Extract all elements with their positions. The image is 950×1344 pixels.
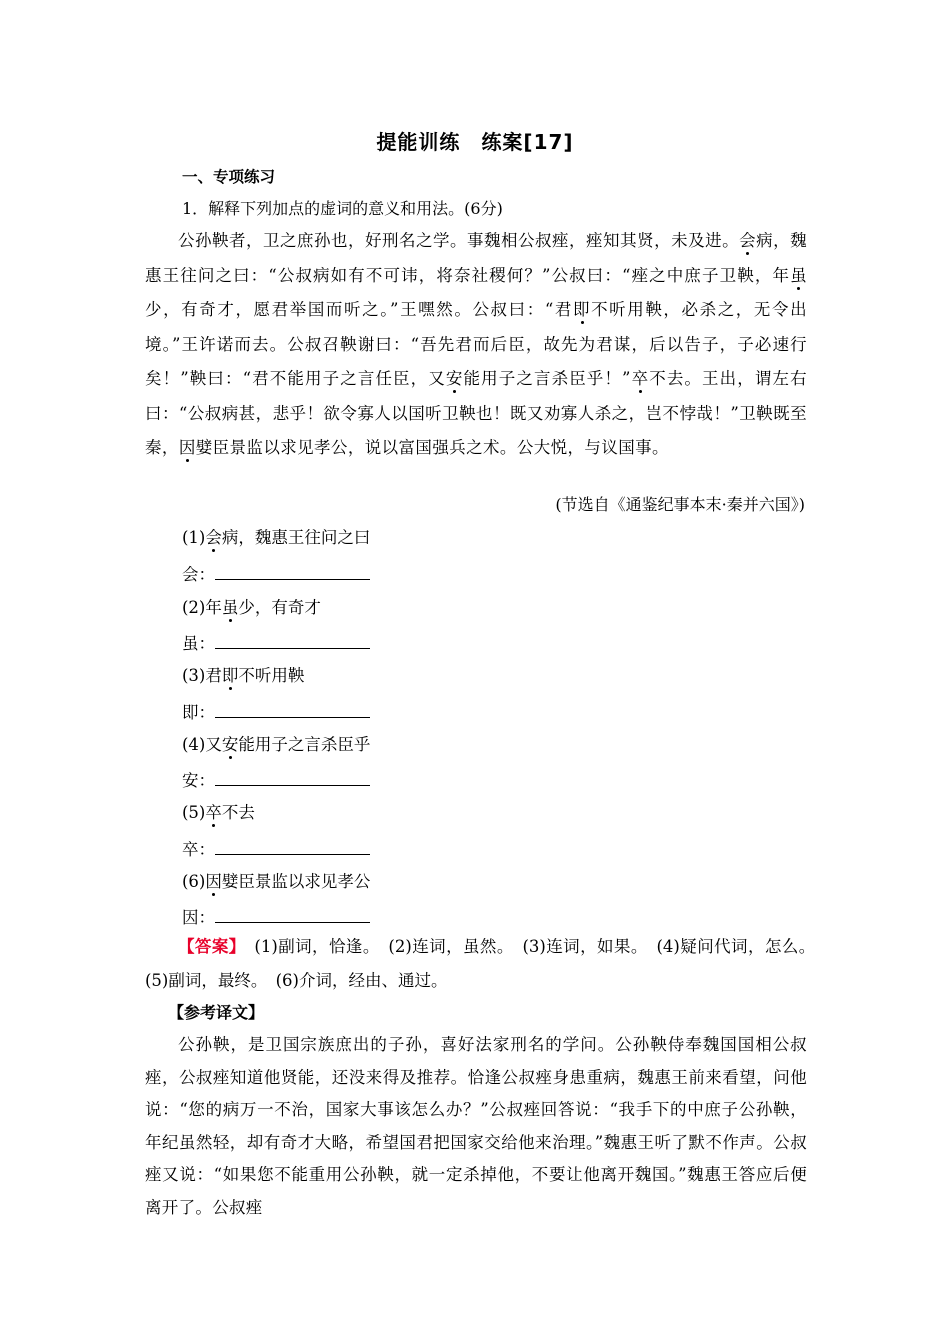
reference-translation: 公孙鞅，是卫国宗族庶出的子孙，喜好法家刑名的学问。公孙鞅侍奉魏国国相公叔痤，公叔痤知道他贤能，还没来得及推荐。恰逢公叔痤身患重病，魏惠王前来看望，问他说：“您的病万一不治，国家大事该怎么办？”公叔痤回答说：“我手下的中庶子公孙鞅，年纪虽然轻，却有奇才大略，希望国君把国家交给他来治理。”魏惠王听了默不作声。公叔痤又说：“如果您不能重用公孙鞅，就一定杀掉他，不要让他离开魏国。”魏惠王答应后便离开了。公叔痤 bbox=[145, 1035, 807, 1217]
answer-blank[interactable] bbox=[215, 701, 370, 718]
section-heading: 一、专项练习 bbox=[182, 168, 276, 186]
sub-question-5 bbox=[182, 799, 255, 823]
dotted-word: 因 bbox=[205, 872, 222, 891]
answer-blank[interactable] bbox=[215, 838, 370, 855]
dotted-word: 安 bbox=[445, 369, 464, 388]
dotted-word: 会 bbox=[205, 528, 222, 547]
answer-blank[interactable] bbox=[215, 632, 370, 649]
answer-blank[interactable] bbox=[215, 563, 370, 580]
dotted-word: 即 bbox=[221, 666, 239, 685]
sub-question-3 bbox=[182, 662, 304, 686]
item-text: 年 bbox=[205, 598, 222, 617]
item-text: 不去 bbox=[221, 803, 255, 822]
item-number: (2) bbox=[182, 598, 206, 617]
dotted-word: 虽 bbox=[790, 265, 807, 285]
dotted-word: 安 bbox=[221, 735, 239, 754]
answer-block bbox=[145, 930, 824, 998]
sub-question-1 bbox=[182, 524, 370, 548]
passage-text: 公孙鞅者，卫之庶孙也，好刑名之学。事魏相公叔痤，痤知其贤，未及进。 bbox=[178, 231, 740, 250]
passage-source: (节选自《通鉴纪事本末·秦并六国》) bbox=[555, 495, 805, 514]
dotted-word: 卒 bbox=[630, 369, 650, 388]
answer-tag: 【答案】 bbox=[178, 937, 238, 956]
answer-label: 虽： bbox=[182, 634, 215, 653]
dotted-word: 即 bbox=[572, 300, 592, 319]
item-text: 君 bbox=[205, 666, 222, 685]
passage-text: 嬖臣景监以求见孝公，说以富国强兵之术。公大悦，与议国事。 bbox=[195, 438, 669, 457]
answer-line-1 bbox=[182, 561, 370, 585]
passage-text: 不听用鞅，必杀之，无令出境。”王许诺而去。公叔召鞅谢曰：“吾先君而后臣，故先为君谋，后以告子，子必速行矣！”鞅曰：“君不能用子之言任臣，又 bbox=[145, 300, 807, 388]
dotted-word: 虽 bbox=[221, 598, 239, 617]
answer-line-3 bbox=[182, 699, 370, 723]
answer-label: 因： bbox=[182, 908, 215, 927]
item-number: (1) bbox=[182, 528, 206, 547]
item-number: (5) bbox=[182, 803, 206, 822]
answer-line-6 bbox=[182, 904, 370, 928]
answer-line-5 bbox=[182, 836, 370, 860]
answer-label: 即： bbox=[182, 703, 215, 722]
passage-text: 不去。王出，谓左右曰：“公叔病甚，悲乎！欲令寡人以国听卫鞅也！既又劝寡人杀之，岂不悖哉！”卫鞅既至秦， bbox=[145, 369, 808, 457]
classical-passage bbox=[145, 224, 807, 466]
item-number: (3) bbox=[182, 666, 206, 685]
item-number: (6) bbox=[182, 872, 206, 891]
passage-text: 能用子之言杀臣乎！” bbox=[463, 369, 631, 388]
answer-blank[interactable] bbox=[215, 769, 370, 786]
item-text: 能用子之言杀臣乎 bbox=[238, 735, 371, 754]
item-text: 嬖臣景监以求见孝公 bbox=[221, 872, 371, 891]
answer-blank[interactable] bbox=[215, 906, 370, 923]
passage-text: 少，有奇才，愿君举国而听之。”王嘿然。公叔曰：“君 bbox=[145, 300, 573, 319]
passage-text: 病，魏惠王往问之曰：“公叔病如有不可讳，将奈社稷何？”公叔曰：“痤之中庶子卫鞅，年 bbox=[145, 231, 808, 285]
answer-label: 安： bbox=[182, 771, 215, 790]
page-title bbox=[0, 126, 950, 155]
item-number: (4) bbox=[182, 735, 206, 754]
answer-label: 卒： bbox=[182, 840, 215, 859]
dotted-word: 会 bbox=[739, 231, 757, 250]
answer-text: (1)副词，恰逢。 (2)连词，虽然。 (3)连词，如果。 (4)疑问代词，怎么。 (5)副词，最终。 (6)介词，经由、通过。 bbox=[145, 937, 824, 990]
item-text: 又 bbox=[205, 735, 222, 754]
answer-line-4 bbox=[182, 767, 370, 791]
reference-heading: 【参考译文】 bbox=[168, 1003, 265, 1022]
answer-line-2 bbox=[182, 630, 370, 654]
sub-question-6 bbox=[182, 868, 370, 892]
dotted-word: 卒 bbox=[205, 803, 222, 822]
item-text: 病，魏惠王往问之曰 bbox=[221, 528, 371, 547]
item-text: 少，有奇才 bbox=[238, 598, 321, 617]
title-part-1: 提能训练 bbox=[376, 130, 461, 154]
item-text: 不听用鞅 bbox=[238, 666, 305, 685]
answer-label: 会： bbox=[182, 565, 215, 584]
sub-question-2 bbox=[182, 594, 321, 618]
question-prompt: 1．解释下列加点的虚词的意义和用法。(6分) bbox=[182, 199, 503, 218]
title-part-2: 练案[17] bbox=[481, 130, 574, 154]
sub-question-4 bbox=[182, 731, 370, 755]
dotted-word: 因 bbox=[178, 438, 196, 457]
